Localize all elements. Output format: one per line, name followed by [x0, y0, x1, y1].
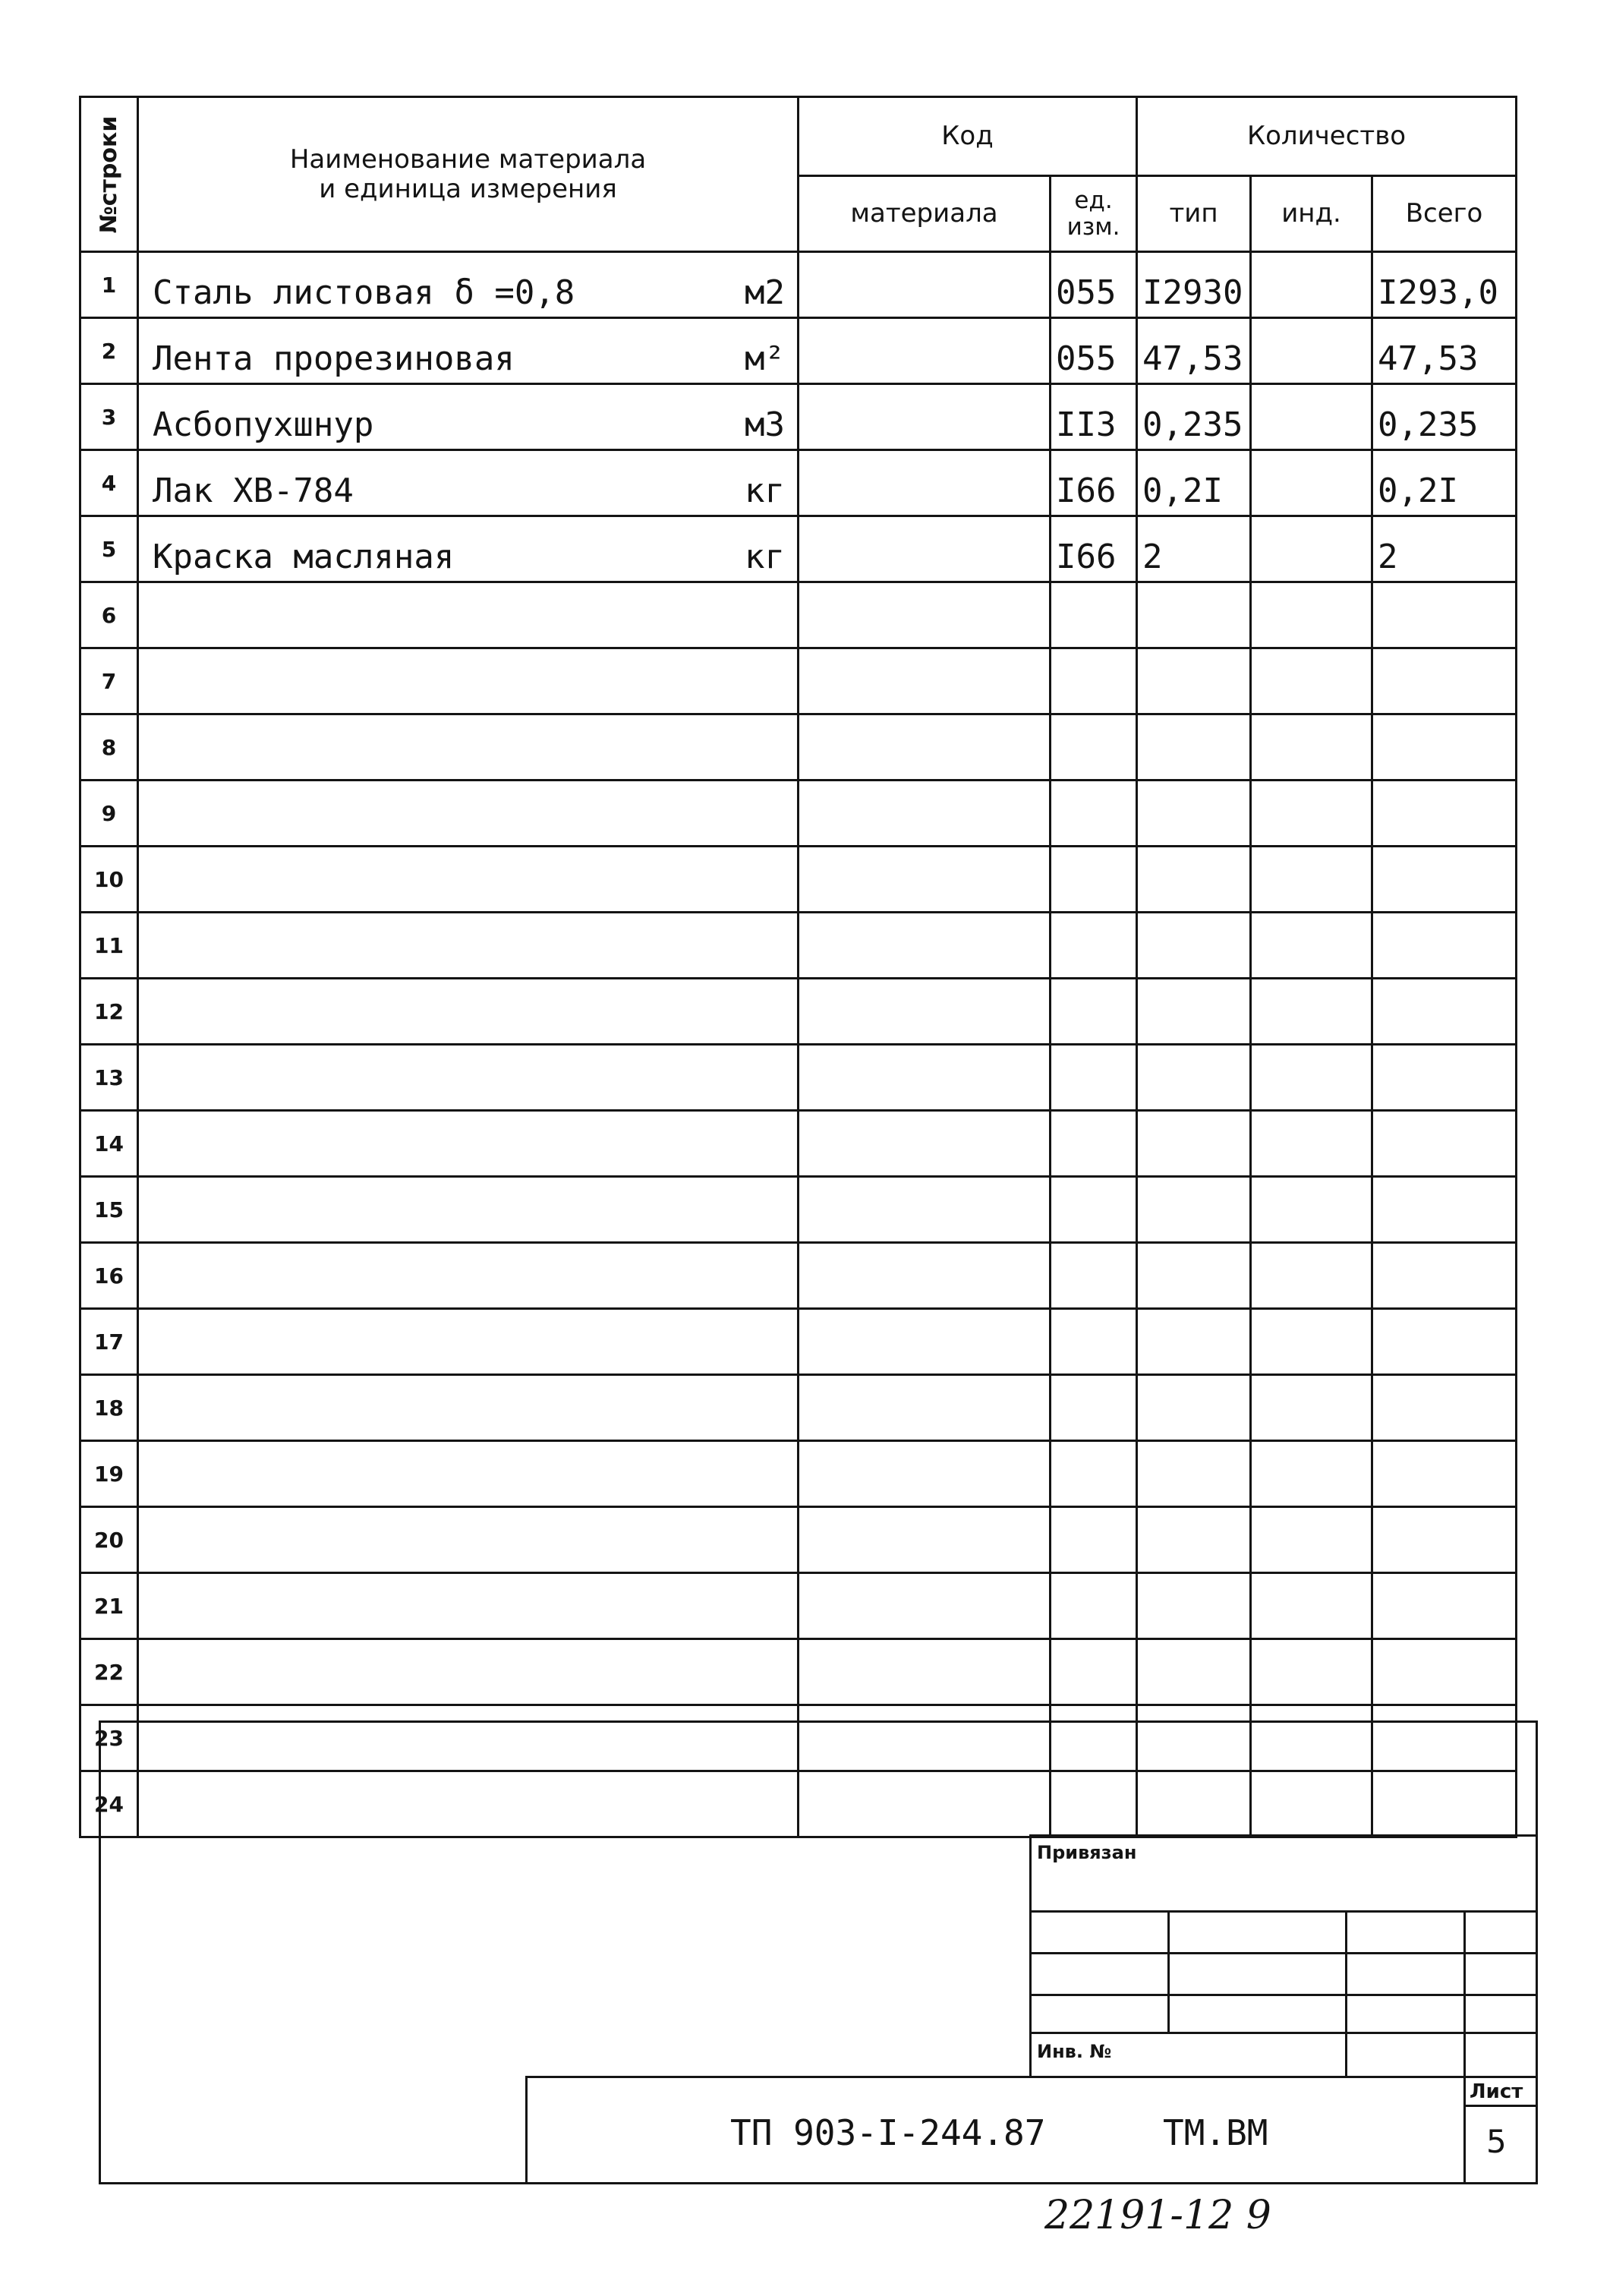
qty-ind	[1251, 450, 1372, 516]
qty-total: 0,235	[1372, 384, 1517, 450]
qty-type	[1137, 781, 1251, 847]
qty-total: I293,0	[1372, 252, 1517, 318]
unit-code	[1051, 1639, 1137, 1705]
material-code	[799, 714, 1051, 781]
qty-type	[1137, 913, 1251, 979]
unit-code	[1051, 1573, 1137, 1639]
row-number: 16	[80, 1243, 138, 1309]
table-row	[80, 1111, 1517, 1177]
material-code	[799, 1441, 1051, 1507]
row-number: 19	[80, 1441, 138, 1507]
sheet-label: Лист	[1470, 2080, 1523, 2103]
qty-ind	[1251, 1045, 1372, 1111]
material-name-cell	[138, 648, 799, 714]
table-row	[80, 1375, 1517, 1441]
material-name-cell	[138, 384, 799, 450]
qty-type: I2930	[1137, 252, 1251, 318]
material-name: Асбопухшнур	[153, 405, 374, 444]
qty-type	[1137, 1111, 1251, 1177]
material-code	[799, 1309, 1051, 1375]
material-name-cell	[138, 582, 799, 648]
material-name-cell	[138, 847, 799, 913]
qty-ind	[1251, 1639, 1372, 1705]
qty-ind	[1251, 582, 1372, 648]
table-row	[80, 1639, 1517, 1705]
qty-ind	[1251, 1375, 1372, 1441]
materials-table	[79, 96, 1517, 1838]
row-number: 3	[80, 384, 138, 450]
row-number: 20	[80, 1507, 138, 1573]
material-name-cell	[138, 1573, 799, 1639]
row-number: 9	[80, 781, 138, 847]
header-code-unit-line1: ед.	[1074, 186, 1113, 214]
table-row	[80, 781, 1517, 847]
header-name	[138, 97, 799, 252]
attached-divider-3	[1029, 1994, 1538, 1996]
unit-code	[1051, 979, 1137, 1045]
row-number: 11	[80, 913, 138, 979]
row-number: 24	[80, 1771, 138, 1837]
attached-divider-4	[1029, 2032, 1538, 2034]
header-row-number-text: №строки	[95, 115, 122, 233]
header-qty-total: Всего	[1372, 176, 1517, 252]
unit-code	[1051, 582, 1137, 648]
unit-code: I66	[1051, 450, 1137, 516]
unit-code	[1051, 1243, 1137, 1309]
table-row	[80, 384, 1517, 450]
material-name-cell	[138, 714, 799, 781]
unit-code	[1051, 913, 1137, 979]
material-code	[799, 913, 1051, 979]
row-number: 22	[80, 1639, 138, 1705]
qty-ind	[1251, 979, 1372, 1045]
material-name: Краска масляная	[153, 538, 455, 576]
attached-vline-1	[1167, 1910, 1170, 2034]
qty-total	[1372, 1639, 1517, 1705]
row-number: 13	[80, 1045, 138, 1111]
material-code	[799, 1111, 1051, 1177]
table-row	[80, 450, 1517, 516]
unit-code	[1051, 1375, 1137, 1441]
qty-ind	[1251, 384, 1372, 450]
table-row	[80, 1507, 1517, 1573]
qty-ind	[1251, 1111, 1372, 1177]
qty-total	[1372, 714, 1517, 781]
unit-code	[1051, 1045, 1137, 1111]
material-code	[799, 450, 1051, 516]
qty-type	[1137, 1177, 1251, 1243]
material-code	[799, 1045, 1051, 1111]
header-qty-type: тип	[1137, 176, 1251, 252]
unit-code: II3	[1051, 384, 1137, 450]
material-name: Сталь листовая δ =0,8	[153, 273, 575, 312]
materials-table-body	[80, 252, 1517, 1837]
material-unit: кг	[745, 538, 785, 576]
qty-total	[1372, 1243, 1517, 1309]
row-number: 2	[80, 318, 138, 384]
qty-total	[1372, 1045, 1517, 1111]
material-name-cell	[138, 781, 799, 847]
table-row	[80, 516, 1517, 582]
material-code	[799, 847, 1051, 913]
qty-total	[1372, 648, 1517, 714]
material-unit: кг	[745, 472, 785, 510]
qty-total: 0,2I	[1372, 450, 1517, 516]
material-code	[799, 648, 1051, 714]
attached-vline-2	[1345, 1910, 1347, 2078]
inv-label: Инв. №	[1037, 2041, 1112, 2062]
material-code	[799, 1639, 1051, 1705]
material-name-cell	[138, 1507, 799, 1573]
row-number: 10	[80, 847, 138, 913]
qty-type: 47,53	[1137, 318, 1251, 384]
unit-code	[1051, 1111, 1137, 1177]
sheet-hline	[1463, 2105, 1538, 2107]
attached-divider-2	[1029, 1952, 1538, 1954]
unit-code	[1051, 847, 1137, 913]
sheet-vline	[1463, 2076, 1466, 2184]
header-qty-ind: инд.	[1251, 176, 1372, 252]
header-code-unit	[1051, 176, 1137, 252]
row-number: 7	[80, 648, 138, 714]
row-number: 15	[80, 1177, 138, 1243]
qty-type	[1137, 979, 1251, 1045]
qty-type	[1137, 1639, 1251, 1705]
material-name-cell	[138, 252, 799, 318]
material-code	[799, 1375, 1051, 1441]
attached-divider-1	[1029, 1910, 1538, 1913]
qty-type	[1137, 1507, 1251, 1573]
qty-total: 2	[1372, 516, 1517, 582]
unit-code: 055	[1051, 318, 1137, 384]
qty-total: 47,53	[1372, 318, 1517, 384]
unit-code	[1051, 1309, 1137, 1375]
row-number: 4	[80, 450, 138, 516]
table-row	[80, 1309, 1517, 1375]
qty-type	[1137, 1441, 1251, 1507]
qty-total	[1372, 847, 1517, 913]
table-row	[80, 318, 1517, 384]
header-name-line1: Наименование материала	[289, 144, 647, 175]
header-code-unit-line2: изм.	[1066, 213, 1120, 241]
qty-total	[1372, 781, 1517, 847]
table-row	[80, 913, 1517, 979]
material-code	[799, 318, 1051, 384]
qty-type	[1137, 1309, 1251, 1375]
row-number: 12	[80, 979, 138, 1045]
qty-ind	[1251, 648, 1372, 714]
material-code	[799, 781, 1051, 847]
table-row	[80, 1441, 1517, 1507]
unit-code	[1051, 781, 1137, 847]
sheet-number: 5	[1486, 2123, 1507, 2160]
material-name: Лента прорезиновая	[153, 339, 515, 378]
qty-total	[1372, 913, 1517, 979]
unit-code	[1051, 1507, 1137, 1573]
qty-ind	[1251, 516, 1372, 582]
qty-ind	[1251, 781, 1372, 847]
attached-vline-3	[1463, 1910, 1466, 2078]
qty-ind	[1251, 1507, 1372, 1573]
unit-code: I66	[1051, 516, 1137, 582]
material-name-cell	[138, 1441, 799, 1507]
material-name-cell	[138, 913, 799, 979]
qty-type: 0,2I	[1137, 450, 1251, 516]
qty-type	[1137, 582, 1251, 648]
table-row	[80, 648, 1517, 714]
row-number: 8	[80, 714, 138, 781]
row-number: 21	[80, 1573, 138, 1639]
material-name-cell	[138, 450, 799, 516]
document-mark: ТМ.ВМ	[1163, 2112, 1268, 2153]
table-row	[80, 1177, 1517, 1243]
table-row	[80, 252, 1517, 318]
unit-code	[1051, 1177, 1137, 1243]
qty-ind	[1251, 1309, 1372, 1375]
qty-total	[1372, 1375, 1517, 1441]
qty-total	[1372, 1441, 1517, 1507]
material-code	[799, 1573, 1051, 1639]
qty-type	[1137, 714, 1251, 781]
qty-total	[1372, 1507, 1517, 1573]
table-row	[80, 1243, 1517, 1309]
handwritten-number: 22191-12 9	[1044, 2193, 1271, 2238]
header-code: Код	[799, 97, 1137, 176]
qty-ind	[1251, 1573, 1372, 1639]
qty-ind	[1251, 1243, 1372, 1309]
qty-ind	[1251, 252, 1372, 318]
row-number: 23	[80, 1705, 138, 1771]
material-code	[799, 1177, 1051, 1243]
material-name-cell	[138, 1111, 799, 1177]
row-number: 14	[80, 1111, 138, 1177]
material-name-cell	[138, 318, 799, 384]
material-code	[799, 1507, 1051, 1573]
table-row	[80, 1573, 1517, 1639]
material-code	[799, 252, 1051, 318]
table-row	[80, 1045, 1517, 1111]
header-quantity: Количество	[1137, 97, 1517, 176]
qty-total	[1372, 1573, 1517, 1639]
header-code-material: материала	[799, 176, 1051, 252]
qty-type: 2	[1137, 516, 1251, 582]
unit-code	[1051, 648, 1137, 714]
qty-type	[1137, 1045, 1251, 1111]
qty-ind	[1251, 913, 1372, 979]
document-code: ТП 903-I-244.87	[730, 2112, 1046, 2153]
qty-total	[1372, 1177, 1517, 1243]
material-name-cell	[138, 1045, 799, 1111]
qty-type	[1137, 1375, 1251, 1441]
unit-code: 055	[1051, 252, 1137, 318]
qty-ind	[1251, 318, 1372, 384]
row-number: 17	[80, 1309, 138, 1375]
material-name: Лак ХВ-784	[153, 472, 354, 510]
qty-ind	[1251, 1441, 1372, 1507]
table-row	[80, 582, 1517, 648]
material-unit: м2	[745, 273, 785, 312]
material-name-cell	[138, 1375, 799, 1441]
qty-ind	[1251, 847, 1372, 913]
qty-total	[1372, 979, 1517, 1045]
unit-code	[1051, 1441, 1137, 1507]
qty-total	[1372, 582, 1517, 648]
row-number: 1	[80, 252, 138, 318]
qty-type	[1137, 648, 1251, 714]
table-row	[80, 714, 1517, 781]
qty-type	[1137, 1243, 1251, 1309]
material-unit: м3	[745, 405, 785, 444]
qty-type: 0,235	[1137, 384, 1251, 450]
table-row	[80, 979, 1517, 1045]
qty-type	[1137, 847, 1251, 913]
row-number: 5	[80, 516, 138, 582]
material-name-cell	[138, 1639, 799, 1705]
qty-total	[1372, 1309, 1517, 1375]
material-unit: м²	[745, 339, 785, 378]
attached-label: Привязан	[1037, 1842, 1137, 1863]
material-code	[799, 384, 1051, 450]
row-number: 6	[80, 582, 138, 648]
row-number: 18	[80, 1375, 138, 1441]
material-code	[799, 582, 1051, 648]
table-row	[80, 847, 1517, 913]
material-name-cell	[138, 1243, 799, 1309]
header-name-line2: и единица измерения	[319, 173, 617, 204]
material-code	[799, 516, 1051, 582]
material-name-cell	[138, 1177, 799, 1243]
qty-ind	[1251, 714, 1372, 781]
qty-type	[1137, 1573, 1251, 1639]
material-code	[799, 979, 1051, 1045]
material-name-cell	[138, 1309, 799, 1375]
material-code	[799, 1243, 1051, 1309]
unit-code	[1051, 714, 1137, 781]
header-row-number	[80, 97, 138, 252]
qty-total	[1372, 1111, 1517, 1177]
material-name-cell	[138, 979, 799, 1045]
qty-ind	[1251, 1177, 1372, 1243]
material-name-cell	[138, 516, 799, 582]
